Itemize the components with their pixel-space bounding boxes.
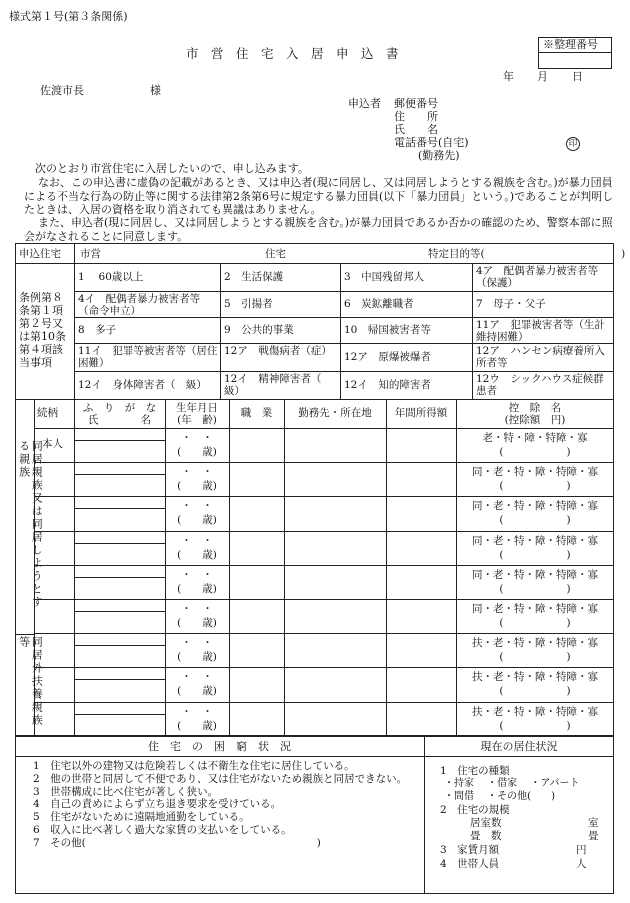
dependent-family-label: 同居外扶養親族等 [17,636,44,727]
household-members-unit: 人 [576,858,587,870]
postal-code-label: 郵便番号 [394,97,438,110]
intro-paragraph-2: なお、この申込書に虚偽の記載があるとき、又は申込者(現に同居し、又は同居しようとする親族を含む。)が暴力団員による不当な行為の防止等に関する法律第2条第6号に規定する暴力団員(以下「暴力団員」という。)であることが判明したときは、入居の資格を取り消されても異議はありません。 [24,176,614,216]
housing-special-purpose: 特定目的等( ) [428,248,626,260]
tatami-unit: 畳 [588,830,599,842]
housing-scale-label: 2 住宅の規模 [440,804,510,816]
deduction-options[interactable]: 同・老・特・障・特障・寡 [472,569,598,581]
deduction-amount-field[interactable]: ( ) [499,446,571,458]
deduction-amount-field[interactable]: ( ) [499,480,571,492]
ordinance-item[interactable]: 9 公共的事業 [224,324,294,336]
job-header: 職 業 [240,407,273,419]
age-field[interactable]: ( 歳) [177,651,217,663]
ordinance-item[interactable]: 12ア ハンセン病療養所入所者等 [476,345,605,369]
age-field[interactable]: ( 歳) [177,720,217,732]
age-field[interactable]: ( 歳) [177,583,217,595]
ordinance-item[interactable]: 12ア 戦傷病者（症） [224,345,332,357]
ordinance-item[interactable]: 12ウ シックハウス症候群患者 [476,373,604,397]
furigana-header: ふ り が な [82,402,157,414]
addressee: 佐渡市長 様 [40,84,161,97]
reference-number-label: ※整理番号 [543,38,598,51]
ordinance-item[interactable]: 11イ 犯罪等被害者等（居住困難） [78,345,218,369]
age-field[interactable]: ( 歳) [177,685,217,697]
birth-date-field[interactable]: ・ ・ [181,466,213,478]
housing-type-label: 1 住宅の種類 [440,765,510,777]
deduction-options[interactable]: 扶・老・特・障・特障・寡 [472,637,598,649]
income-header: 年間所得額 [394,407,448,419]
workplace-header: 勤務先・所在地 [298,407,372,419]
date-month: 月 [537,70,548,83]
age-field[interactable]: ( 歳) [177,549,217,561]
ordinance-item[interactable]: 6 炭鉱離職者 [344,298,414,310]
ordinance-label: 条例第８条第１項第２号又は第10条第４項該当事項 [19,291,66,369]
birth-date-field[interactable]: ・ ・ [181,535,213,547]
ordinance-item[interactable]: 5 引揚者 [224,298,273,310]
rooms-unit: 室 [588,817,599,829]
hardship-item[interactable]: 1 住宅以外の建物又は危険若しくは不衛生な住宅に居住している。 [33,760,355,772]
relation-header: 続柄 [37,407,58,419]
deduction-options[interactable]: 扶・老・特・障・特障・寡 [472,706,598,718]
birth-date-field[interactable]: ・ ・ [181,500,213,512]
birth-header: 生年月日 [176,402,218,414]
ordinance-item[interactable]: 12イ 知的障害者 [344,379,431,391]
deduction-amount-field[interactable]: ( ) [499,720,571,732]
ordinance-item[interactable]: 7 母子・父子 [476,298,546,310]
ordinance-item[interactable]: 4ア 配偶者暴力被害者等（保護） [476,265,599,289]
hardship-item[interactable]: 2 他の世帯と同居して不便であり、又は住宅がないため親族と同居できない。 [33,772,408,785]
ordinance-item[interactable]: 1 60歳以上 [78,271,144,283]
deduction-amount-field[interactable]: ( ) [499,583,571,595]
date-day: 日 [572,70,583,83]
deduction-header: 控 除 名 [508,402,562,414]
form-number: 様式第１号(第３条関係) [9,10,128,23]
date-year: 年 [503,70,514,83]
ordinance-item[interactable]: 4イ 配偶者暴力被害者等（命令申立） [78,293,201,317]
deduction-amount-field[interactable]: ( ) [499,685,571,697]
intro-paragraph-3: また、申込者(現に同居し、又は同居しようとする親族を含む。)が暴力団員であるか否かの確認のため、警察本部に照会がなされることに同意します。 [24,216,613,243]
deduction-options[interactable]: 同・老・特・障・特障・寡 [472,535,598,547]
age-field[interactable]: ( 歳) [177,514,217,526]
deduction-amount-header: (控除額 円) [504,414,566,426]
tatami-label: 畳 数 [470,830,502,842]
self-label: 本人 [42,438,63,450]
birth-date-field[interactable]: ・ ・ [181,569,213,581]
deduction-amount-field[interactable]: ( ) [499,651,571,663]
age-field[interactable]: ( 歳) [177,617,217,629]
cohabiting-family-label: 同居親族又は同居しようとする親族 [17,440,44,609]
hardship-title: 住 宅 の 困 窮 状 況 [148,740,291,753]
deduction-amount-field[interactable]: ( ) [499,514,571,526]
housing-type-options-2[interactable]: ・間借 ・その他( ) [444,791,555,802]
deduction-amount-field[interactable]: ( ) [499,617,571,629]
hardship-item[interactable]: 3 世帯構成に比べ住宅が著しく狭い。 [33,785,219,798]
ordinance-item[interactable]: 12イ 身体障害者（ 級） [78,379,207,391]
phone-label: 電話番号(自宅) [394,136,469,149]
deduction-options[interactable]: 同・老・特・障・特障・寡 [472,466,598,478]
page-title: 市 営 住 宅 入 居 申 込 書 [186,46,399,61]
hardship-item[interactable]: 5 住宅がないために遠隔地通勤をしている。 [33,811,250,824]
hardship-item[interactable]: 4 自己の責めによらず立ち退き要求を受けている。 [33,798,282,811]
age-field[interactable]: ( 歳) [177,446,217,458]
age-header: (年 齢) [177,414,217,426]
rent-unit: 円 [576,844,587,856]
rent-label: 3 家賃月額 [440,844,500,856]
deduction-options[interactable]: 同・老・特・障・特障・寡 [472,500,598,512]
ordinance-item[interactable]: 3 中国残留邦人 [344,271,425,283]
ordinance-item[interactable]: 12イ 精神障害者（ 級） [224,373,332,397]
ordinance-item[interactable]: 11ア 犯罪被害者等（生計維持困難） [476,319,605,343]
current-residence-title: 現在の居住状況 [480,740,558,753]
address-label: 住 所 [394,110,438,123]
deduction-options[interactable]: 老・特・障・特障・寡 [482,432,588,444]
hardship-item[interactable]: 7 その他( ) [33,836,321,849]
housing-city: 市営 [80,248,101,260]
rooms-label: 居室数 [470,817,502,829]
hardship-item[interactable]: 6 収入に比べ著しく過大な家賃の支払いをしている。 [33,823,292,836]
housing-type-options-1[interactable]: ・持家 ・借家 ・アパート [444,778,580,789]
housing-label: 申込住宅 [19,248,61,260]
birth-date-field[interactable]: ・ ・ [181,706,213,718]
applicant-label: 申込者 [348,97,381,110]
deduction-options[interactable]: 扶・老・特・障・特障・寡 [472,671,598,683]
name-label: 氏 名 [394,123,438,136]
name-header: 氏 名 [88,414,151,426]
birth-date-field[interactable]: ・ ・ [181,637,213,649]
birth-date-field[interactable]: ・ ・ [181,432,213,444]
birth-date-field[interactable]: ・ ・ [181,603,213,615]
deduction-options[interactable]: 同・老・特・障・特障・寡 [472,603,598,615]
age-field[interactable]: ( 歳) [177,480,217,492]
ordinance-item[interactable]: 10 帰国被害者等 [344,324,431,336]
seal-mark: 印 [566,137,580,151]
housing-name: 住宅 [265,248,286,260]
birth-date-field[interactable]: ・ ・ [181,671,213,683]
ordinance-item[interactable]: 12ア 原爆被爆者 [344,351,431,363]
ordinance-item[interactable]: 2 生活保護 [224,271,284,283]
deduction-amount-field[interactable]: ( ) [499,549,571,561]
household-members-label: 4 世帯人員 [440,858,500,870]
ordinance-item[interactable]: 8 多子 [78,324,117,336]
intro-line-1: 次のとおり市営住宅に入居したいので、申し込みます。 [35,162,309,175]
work-phone-label: (勤務先) [418,149,460,162]
